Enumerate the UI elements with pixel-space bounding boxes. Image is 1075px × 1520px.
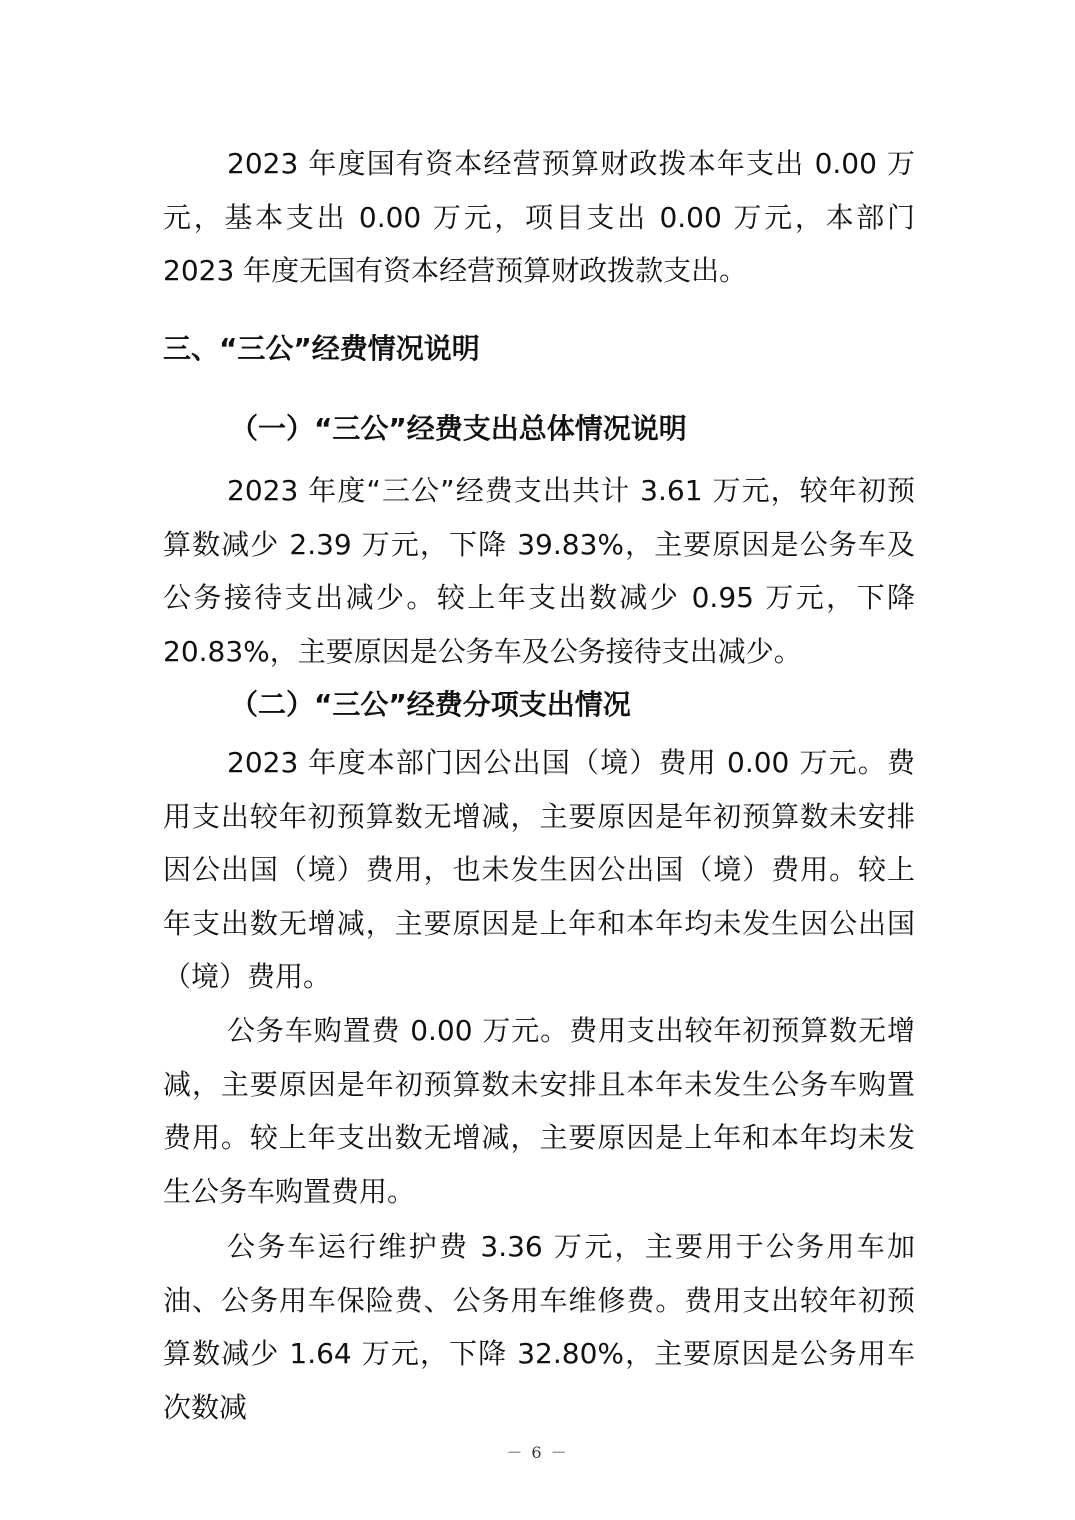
section-heading-three-public-expenses: 三、“三公”经费情况说明 [163, 332, 480, 365]
subheading-itemized-expenses: （二）“三公”经费分项支出情况 [230, 688, 631, 721]
page-number: － 6 － [506, 1443, 569, 1462]
paragraph-overall-expenses: 2023 年度“三公”经费支出共计 3.61 万元，较年初预算数减少 2.39 万元，下降 39.83%，主要原因是公务车及公务接待支出减少。较上年支出数减少 0.95 万元，下降 20.83%，主要原因是公务车及公务接待支出减少。 [163, 474, 915, 668]
paragraph-overseas-travel: 2023 年度本部门因公出国（境）费用 0.00 万元。费用支出较年初预算数无增减，主要原因是年初预算数未安排因公出国（境）费用，也未发生因公出国（境）费用。较上年支出数无增减，主要原因是上年和本年均未发生因公出国（境）费用。 [163, 746, 915, 993]
paragraph-state-capital-budget: 2023 年度国有资本经营预算财政拨本年支出 0.00 万元，基本支出 0.00 万元，项目支出 0.00 万元，本部门 2023 年度无国有资本经营预算财政拨款支出。 [163, 147, 915, 287]
paragraph-vehicle-maintenance: 公务车运行维护费 3.36 万元，主要用于公务用车加油、公务用车保险费、公务用车维修费。费用支出较年初预算数减少 1.64 万元，下降 32.80%，主要原因是公务用车次数减 [163, 1230, 915, 1424]
subheading-overall-expenses: （一）“三公”经费支出总体情况说明 [230, 412, 687, 445]
paragraph-vehicle-purchase: 公务车购置费 0.00 万元。费用支出较年初预算数无增减，主要原因是年初预算数未安排且本年未发生公务车购置费用。较上年支出数无增减，主要原因是上年和本年均未发生公务车购置费用。 [163, 1014, 915, 1208]
